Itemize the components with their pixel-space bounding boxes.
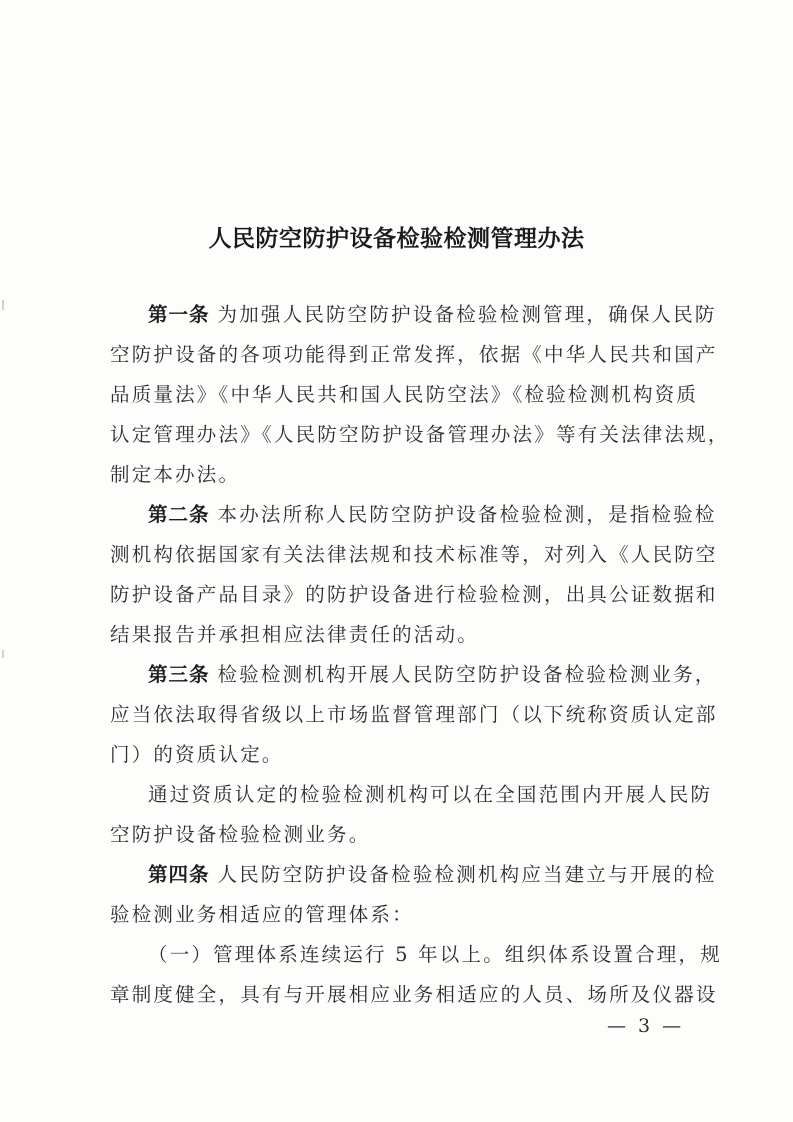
text-line [110,744,692,766]
line-text: 测机构依据国家有关法律法规和技术标准等，对列入《人民防空 [110,543,718,566]
scan-artifact [2,650,4,658]
line-text: 品质量法》《中华人民共和国人民防空法》《检验检测机构资质 [110,383,699,406]
line-text: 空防护设备检验检测业务。 [110,823,371,846]
line-text: 应当依法取得省级以上市场监督管理部门（以下统称资质认定部 [110,703,718,726]
document-title: 人民防空防护设备检验检测管理办法 [208,225,585,252]
article-number: 第三条 [148,663,210,686]
line-text: 通过资质认定的检验检测机构可以在全国范围内开展人民防 [148,783,713,806]
page-number: — 3 — [607,1015,685,1037]
text-line [110,703,718,726]
article-number: 第二条 [148,503,210,526]
text-line [110,343,718,366]
text-line [148,783,713,806]
text-line [110,624,692,646]
line-text: 检验检测机构开展人民防空防护设备检验检测业务， [217,663,717,686]
text-line [110,983,718,1006]
article-number: 第四条 [148,863,210,886]
line-text: 门）的资质认定。 [110,743,284,766]
line-text: 本办法所称人民防空防护设备检验检测，是指检验检 [217,503,717,526]
line-text: 结果报告并承担相应法律责任的活动。 [110,623,479,646]
line-text: 为加强人民防空防护设备检验检测管理，确保人民防 [217,303,717,326]
text-line [148,863,717,886]
text-line [110,423,730,446]
text-line [110,583,718,606]
line-text: 认定管理办法》《人民防空防护设备管理办法》等有关法律法规， [110,423,730,446]
text-line [148,663,717,686]
text-line [148,503,717,526]
text-line [110,383,699,406]
article-number: 第一条 [148,303,210,326]
text-line [110,904,692,926]
scan-artifact [2,300,4,310]
line-text: 章制度健全，具有与开展相应业务相适应的人员、场所及仪器设 [110,983,718,1006]
text-line [110,824,692,846]
line-text: 验检测业务相适应的管理体系： [110,903,414,926]
line-text: 人民防空防护设备检验检测机构应当建立与开展的检 [217,863,717,886]
line-text: 空防护设备的各项功能得到正常发挥，依据《中华人民共和国产 [110,343,718,366]
line-text: 防护设备产品目录》的防护设备进行检验检测，出具公证数据和 [110,583,718,606]
text-line [110,543,718,566]
text-line [148,943,722,966]
line-text: （一）管理体系连续运行 5 年以上。组织体系设置合理，规 [148,943,722,966]
text-line [110,464,692,486]
text-line [148,303,717,326]
line-text: 制定本办法。 [110,463,241,486]
